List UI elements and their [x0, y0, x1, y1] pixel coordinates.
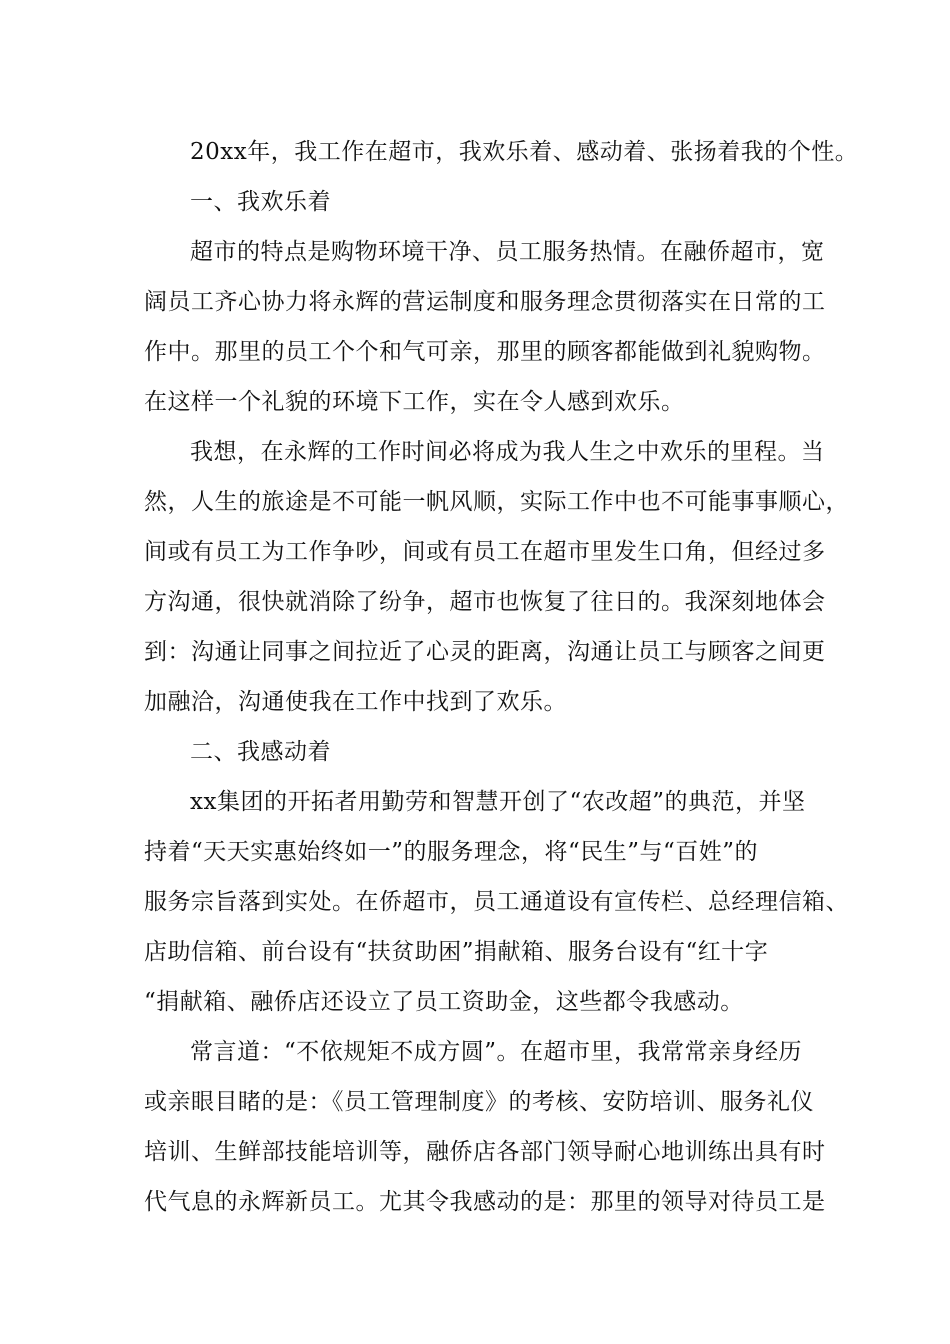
paragraph-line: 到：沟通让同事之间拉近了心灵的距离，沟通让员工与顾客之间更 [144, 639, 826, 665]
paragraph-line: xx集团的开拓者用勤劳和智慧开创了“农改超”的典范，并坚 [190, 789, 806, 815]
paragraph-line: 或亲眼目睹的是：《员工管理制度》的考核、安防培训、服务礼仪 [144, 1089, 814, 1115]
paragraph-line: 常言道：“不依规矩不成方圆”。在超市里，我常常亲身经历 [190, 1039, 803, 1065]
paragraph-line: 培训、生鲜部技能培训等，融侨店各部门领导耐心地训练出具有时 [144, 1139, 826, 1165]
paragraph-line: 在这样一个礼貌的环境下工作，实在令人感到欢乐。 [144, 389, 685, 415]
section-heading-1: 一、我欢乐着 [190, 189, 331, 215]
paragraph-line: 然，人生的旅途是不可能一帆风顺，实际工作中也不可能事事顺心， [144, 489, 849, 515]
paragraph-line: 阔员工齐心协力将永辉的营运制度和服务理念贯彻落实在日常的工 [144, 289, 826, 315]
paragraph-line: 方沟通，很快就消除了纷争，超市也恢复了往日的。我深刻地体会 [144, 589, 826, 615]
paragraph-line: 服务宗旨落到实处。在侨超市，员工通道设有宣传栏、总经理信箱、 [144, 889, 849, 915]
paragraph-line: 持着“天天实惠始终如一”的服务理念，将“民生”与“百姓”的 [144, 839, 759, 865]
paragraph-line: 店助信箱、前台设有“扶贫助困”捐献箱、服务台设有“红十字 [144, 939, 769, 965]
paragraph-line: 我想，在永辉的工作时间必将成为我人生之中欢乐的里程。当 [190, 439, 825, 465]
section-heading-2: 二、我感动着 [190, 739, 331, 765]
paragraph-line: 间或有员工为工作争吵，间或有员工在超市里发生口角，但经过多 [144, 539, 826, 565]
paragraph-line: 超市的特点是购物环境干净、员工服务热情。在融侨超市，宽 [190, 239, 825, 265]
paragraph-line: 代气息的永辉新员工。尤其令我感动的是：那里的领导对待员工是 [144, 1189, 826, 1215]
paragraph-line: 作中。那里的员工个个和气可亲，那里的顾客都能做到礼貌购物。 [144, 339, 826, 365]
paragraph-intro: 20xx年，我工作在超市，我欢乐着、感动着、张扬着我的个性。 [190, 139, 859, 165]
paragraph-line: 加融洽，沟通使我在工作中找到了欢乐。 [144, 689, 567, 715]
paragraph-line: “捐献箱、融侨店还设立了员工资助金，这些都令我感动。 [144, 989, 744, 1015]
